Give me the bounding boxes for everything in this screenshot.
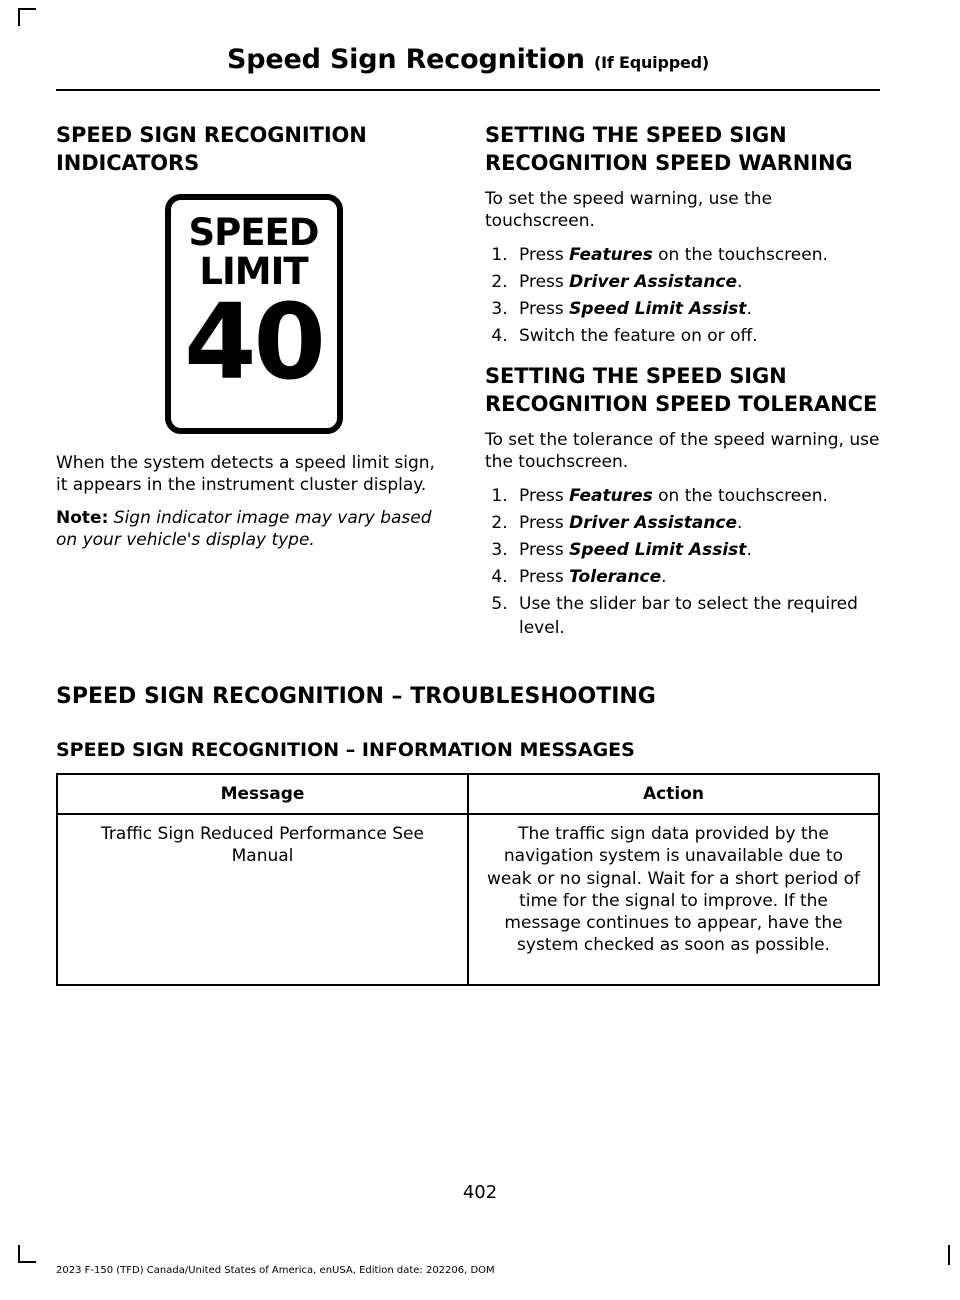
step-control-name: Tolerance — [569, 567, 662, 587]
crop-mark-bottom-left — [18, 1245, 36, 1263]
list-item — [513, 270, 880, 294]
information-messages-heading: SPEED SIGN RECOGNITION – INFORMATION MESSAGES — [56, 739, 635, 762]
column-header-message: Message — [57, 774, 468, 814]
note-paragraph — [56, 507, 451, 552]
step-text-tail: . — [746, 539, 752, 560]
step-text: Press — [519, 485, 570, 506]
note-label: Note: — [56, 507, 109, 528]
page-title — [56, 0, 880, 75]
two-column-layout — [56, 121, 880, 654]
list-item — [513, 297, 880, 321]
table-row — [57, 814, 879, 985]
step-text-tail: . — [661, 567, 667, 587]
step-text: Press — [519, 512, 570, 533]
step-text-tail: . — [737, 512, 743, 533]
setting-speed-warning-intro: To set the speed warning, use the touchscreen. — [485, 188, 773, 232]
crop-mark-bottom-right — [940, 1245, 950, 1265]
speed-limit-sign — [165, 194, 343, 434]
setting-speed-warning-steps — [485, 243, 880, 349]
note-text: Sign indicator image may vary based on your vehicle's display type. — [56, 507, 432, 550]
sign-line-1: SPEED — [188, 210, 319, 254]
list-item — [513, 511, 880, 535]
list-item — [513, 538, 880, 562]
table-header-row — [57, 774, 879, 814]
step-text-tail: on the touchscreen. — [652, 244, 828, 265]
setting-speed-warning-heading: SETTING THE SPEED SIGN RECOGNITION SPEED WARNING — [485, 123, 853, 176]
crop-mark-top-left — [18, 8, 36, 26]
step-text: Press — [519, 567, 570, 587]
troubleshooting-heading: SPEED SIGN RECOGNITION – TROUBLESHOOTING — [56, 684, 656, 710]
setting-speed-tolerance-heading: SETTING THE SPEED SIGN RECOGNITION SPEED TOLERANCE — [485, 364, 878, 417]
left-column-heading: SPEED SIGN RECOGNITION INDICATORS — [56, 123, 367, 176]
page-title-text: Speed Sign Recognition — [227, 44, 585, 75]
step-control-name: Driver Assistance — [569, 512, 738, 533]
left-column — [56, 121, 451, 654]
step-control-name: Driver Assistance — [569, 271, 738, 292]
list-item — [513, 243, 880, 267]
step-control-name: Speed Limit Assist — [569, 539, 747, 560]
step-text-tail: . — [737, 271, 743, 292]
speed-limit-sign-figure — [56, 194, 451, 434]
step-text: Press — [519, 298, 570, 319]
cell-message: Traffic Sign Reduced Performance See Manual — [57, 814, 468, 985]
sign-speed-value: 40 — [184, 281, 323, 404]
page-title-suffix: (If Equipped) — [594, 53, 709, 72]
list-item — [513, 324, 880, 348]
cell-action: The traffic sign data provided by the navigation system is unavailable due to weak or no signal. Wait for a short period of time for the signal to improve. If the message continues to appear, have the system checked as soon as possible. — [468, 814, 879, 985]
step-text: Press — [519, 539, 570, 560]
step-text-tail: . — [746, 298, 752, 319]
list-item — [513, 484, 880, 508]
sign-line-2: LIMIT — [199, 249, 308, 293]
setting-speed-tolerance-intro: To set the tolerance of the speed warning, use the touchscreen. — [485, 429, 880, 473]
right-column — [485, 121, 880, 654]
information-messages-table — [56, 773, 880, 986]
list-item — [513, 565, 880, 589]
setting-speed-tolerance-steps — [485, 484, 880, 641]
page-number: 402 — [462, 1182, 498, 1203]
step-control-name: Speed Limit Assist — [569, 298, 747, 319]
column-header-action: Action — [468, 774, 879, 814]
step-text: Switch the feature on or off. — [519, 325, 758, 346]
step-text-tail: on the touchscreen. — [652, 485, 828, 506]
page-content — [56, 0, 880, 986]
step-control-name: Features — [569, 485, 653, 506]
step-control-name: Features — [569, 244, 653, 265]
footer-text: 2023 F-150 (TFD) Canada/United States of America, enUSA, Edition date: 202206, DOM — [56, 1265, 495, 1276]
title-divider — [56, 89, 880, 91]
step-text: Use the slider bar to select the required level. — [519, 594, 858, 639]
list-item — [513, 592, 880, 640]
step-text: Press — [519, 271, 570, 292]
left-column-paragraph: When the system detects a speed limit sign, it appears in the instrument cluster display. — [56, 452, 435, 496]
step-text: Press — [519, 244, 570, 265]
